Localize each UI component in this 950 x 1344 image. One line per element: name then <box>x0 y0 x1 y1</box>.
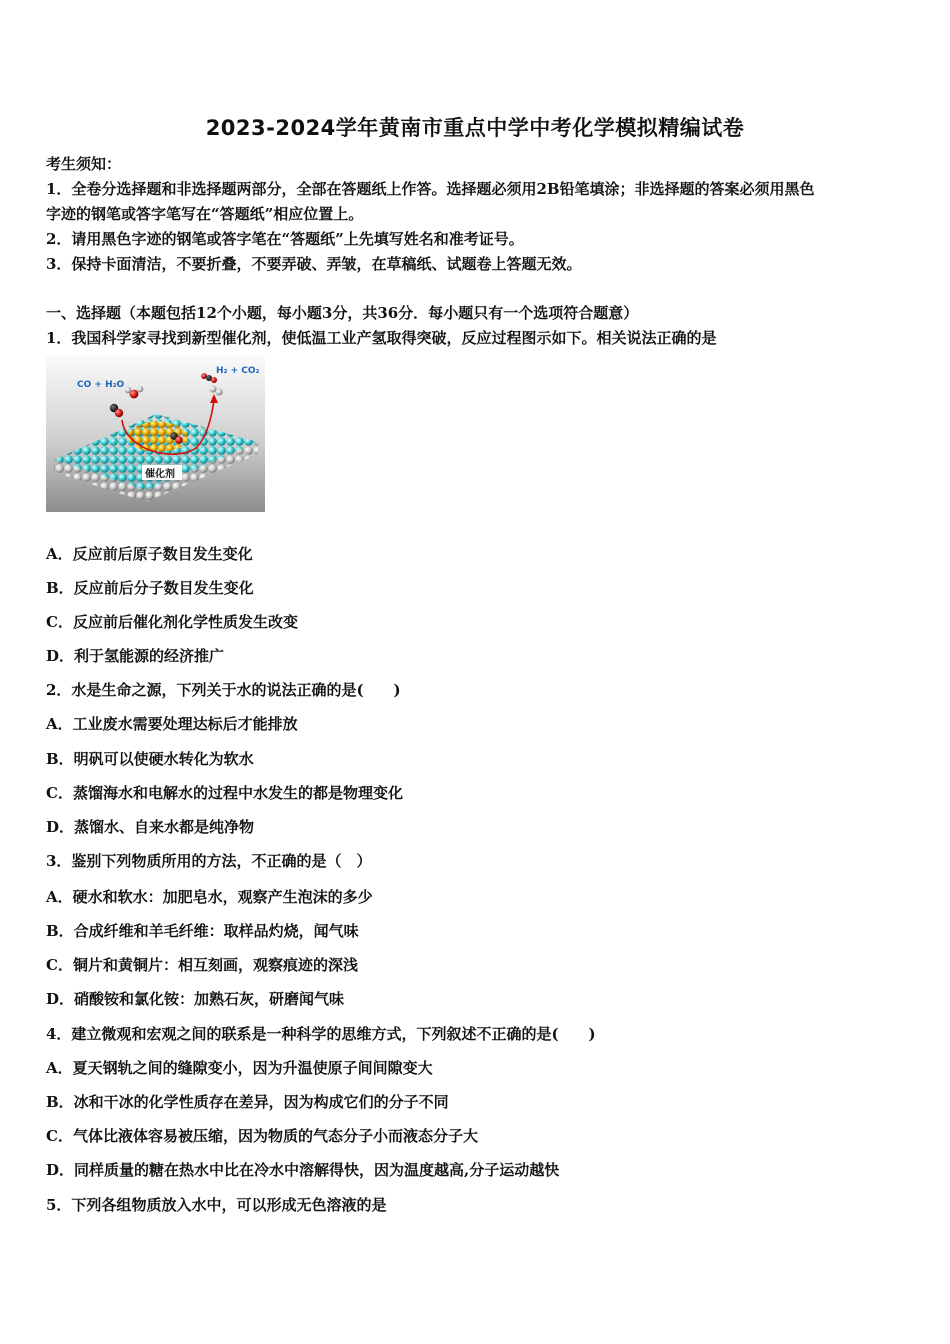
q1-option-a: A．反应前后原子数目发生变化 <box>46 545 253 563</box>
q3-option-a: A．硬水和软水：加肥皂水，观察产生泡沫的多少 <box>46 888 373 906</box>
section-heading: 一、选择题（本题包括12个小题，每小题3分，共36分．每小题只有一个选项符合题意） <box>46 304 639 322</box>
q4-option-d: D．同样质量的糖在热水中比在冷水中溶解得快，因为温度越高,分子运动越快 <box>46 1161 560 1179</box>
q1-option-c: C．反应前后催化剂化学性质发生改变 <box>46 613 298 631</box>
question-4-stem: 4．建立微观和宏观之间的联系是一种科学的思维方式，下列叙述不正确的是( ) <box>46 1025 596 1043</box>
q4-option-c: C．气体比液体容易被压缩，因为物质的气态分子小而液态分子大 <box>46 1127 478 1145</box>
catalyst-illustration <box>46 356 265 512</box>
reactants-label: CO + H₂O <box>77 380 125 390</box>
notice-item-1-cont: 字迹的钢笔或答字笔写在“答题纸”相应位置上。 <box>46 205 364 223</box>
page-title: 2023-2024学年黄南市重点中学中考化学模拟精编试卷 <box>205 116 745 140</box>
arrow-head-icon <box>210 394 218 403</box>
q3-option-b: B．合成纤维和羊毛纤维：取样品灼烧，闻气味 <box>46 922 359 940</box>
q4-option-b: B．冰和干冰的化学性质存在差异，因为构成它们的分子不同 <box>46 1093 449 1111</box>
question-2-stem: 2．水是生命之源，下列关于水的说法正确的是( ) <box>46 681 401 699</box>
question-5-stem: 5．下列各组物质放入水中，可以形成无色溶液的是 <box>46 1196 387 1214</box>
notice-item-2: 2．请用黑色字迹的钢笔或答字笔在“答题纸”上先填写姓名和准考证号。 <box>46 230 524 248</box>
question-3-stem: 3．鉴别下列物质所用的方法，不正确的是（ ） <box>46 852 372 870</box>
q2-option-b: B．明矾可以使硬水转化为软水 <box>46 750 254 768</box>
q3-option-d: D．硝酸铵和氯化铵：加熟石灰，研磨闻气味 <box>46 990 345 1008</box>
q1-option-b: B．反应前后分子数目发生变化 <box>46 579 254 597</box>
q1-option-d: D．利于氢能源的经济推广 <box>46 647 225 665</box>
q3-option-c: C．铜片和黄铜片：相互刻画，观察痕迹的深浅 <box>46 956 358 974</box>
notice-item-3: 3．保持卡面清洁，不要折叠，不要弄破、弄皱，在草稿纸、试题卷上答题无效。 <box>46 255 582 273</box>
products-label: H₂ + CO₂ <box>216 366 260 376</box>
q4-option-a: A．夏天钢轨之间的缝隙变小，因为升温使原子间间隙变大 <box>46 1059 433 1077</box>
q2-option-d: D．蒸馏水、自来水都是纯净物 <box>46 818 255 836</box>
notice-heading: 考生须知： <box>46 155 122 173</box>
question-1-stem: 1．我国科学家寻找到新型催化剂，使低温工业产氢取得突破，反应过程图示如下。相关说法正确的是 <box>46 329 717 347</box>
q2-option-c: C．蒸馏海水和电解水的过程中水发生的都是物理变化 <box>46 784 403 802</box>
q2-option-a: A．工业废水需要处理达标后才能排放 <box>46 715 298 733</box>
catalyst-label: 催化剂 <box>145 469 175 480</box>
reaction-diagram <box>46 356 265 512</box>
notice-item-1: 1．全卷分选择题和非选择题两部分，全部在答题纸上作答。选择题必须用2B铅笔填涂；非选择题的答案必须用黑色 <box>46 180 815 198</box>
